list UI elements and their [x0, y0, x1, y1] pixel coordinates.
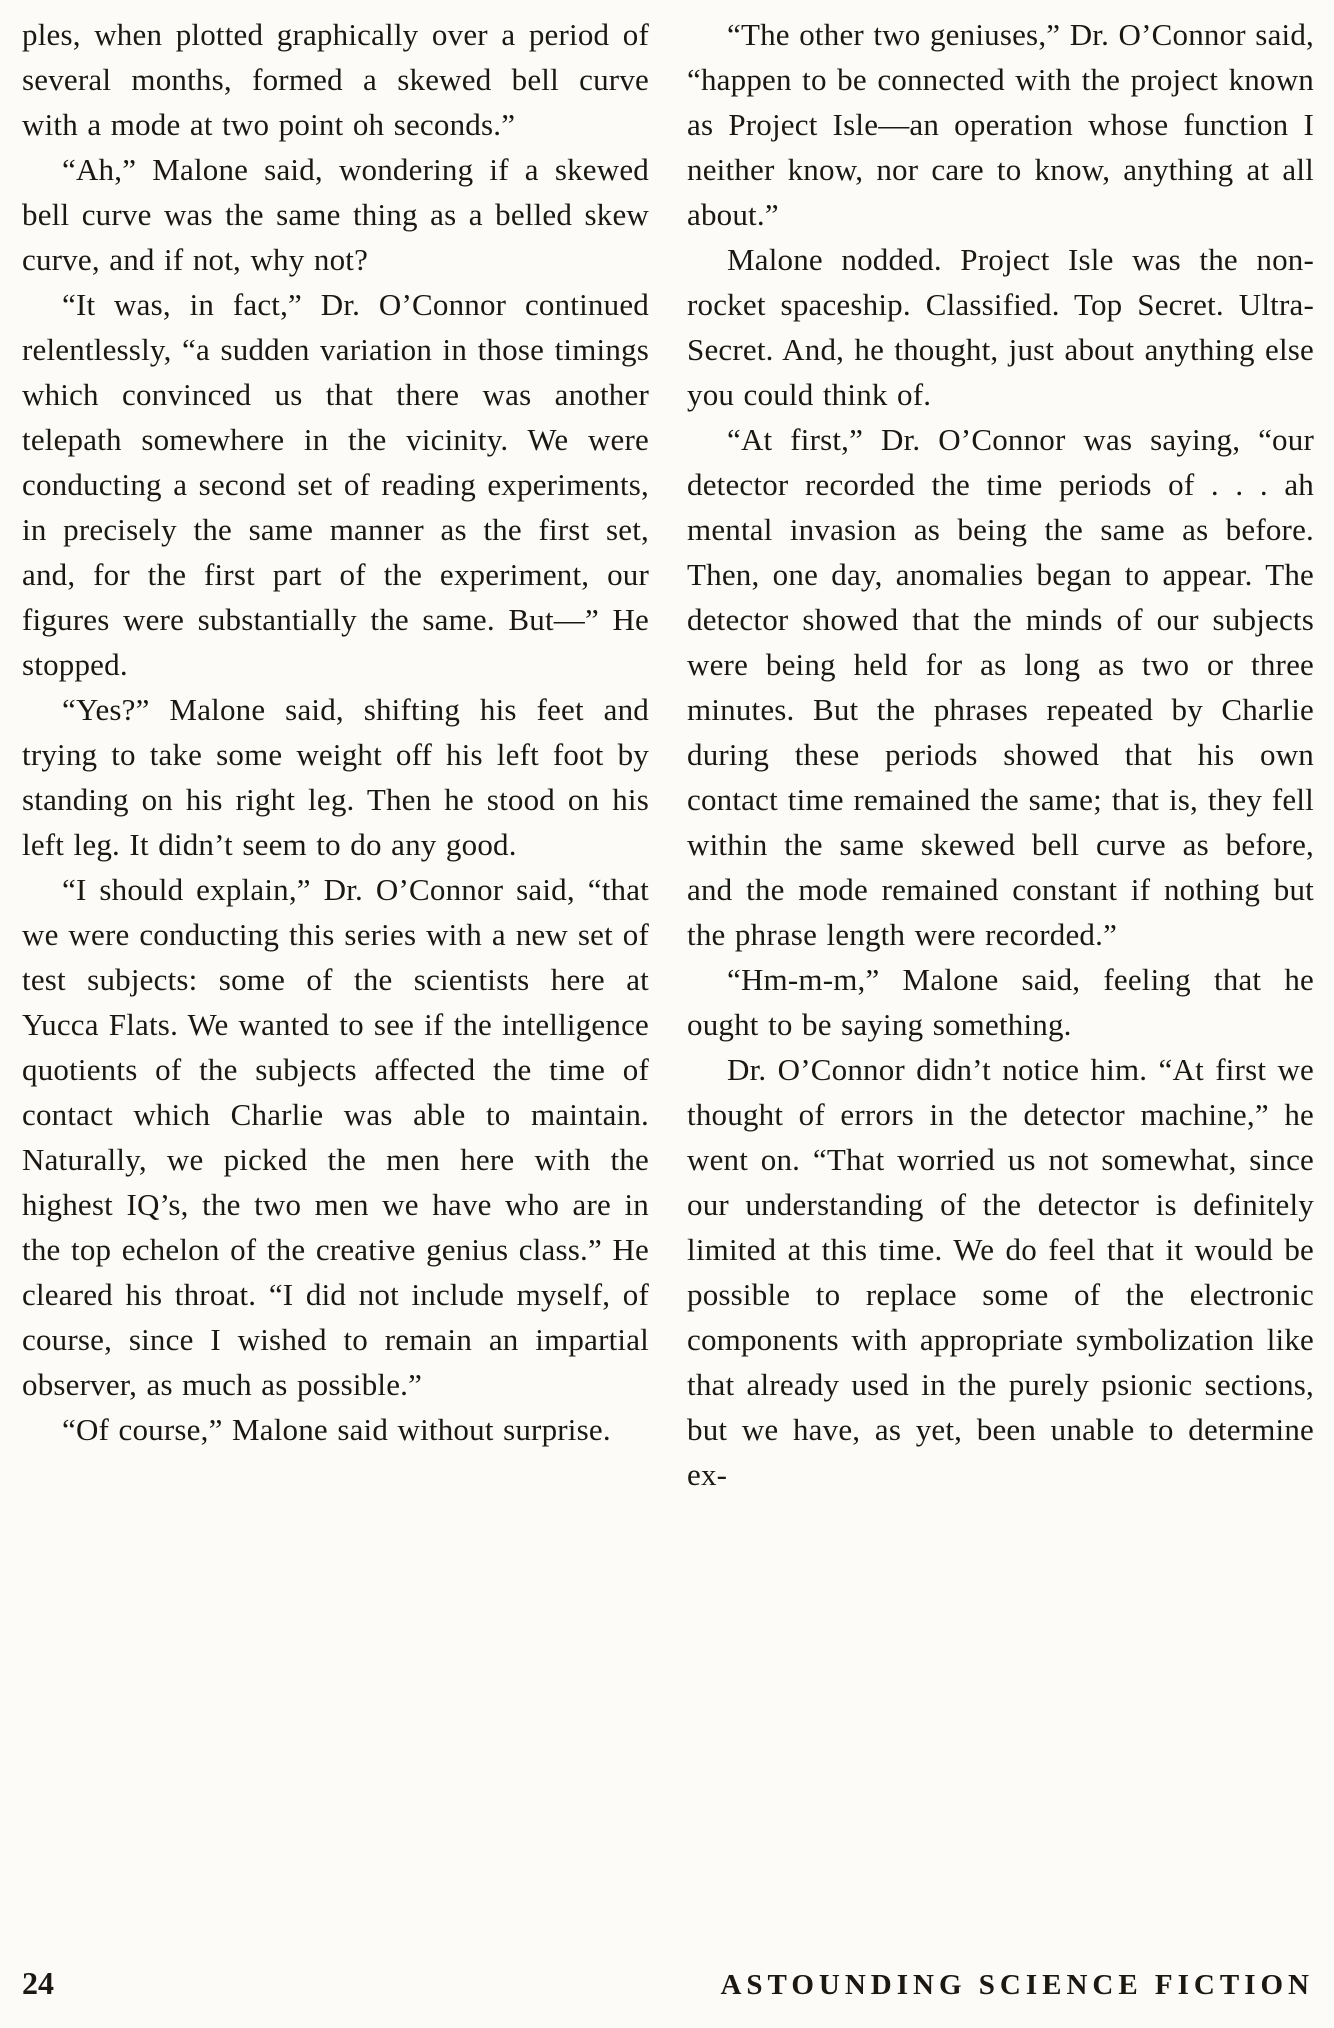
paragraph: “The other two geniuses,” Dr. O’Connor said, “happen to be connected with the project known as Project Isle—an operation whose function I neither know, nor care to know, anything at all about.”	[687, 17, 1314, 232]
paragraph: “It was, in fact,” Dr. O’Connor continued relentlessly, “a sudden variation in those timings which convinced us that there was another telepath somewhere in the vicinity. We were conducting a second set of reading experiments, in precisely the same manner as the first set, and, for the first part of the experiment, our figures were substantially the same. But—” He stopped.	[22, 287, 649, 682]
page-footer	[22, 1965, 1314, 2002]
right-text-column	[687, 12, 1314, 1497]
paragraph: Malone nodded. Project Isle was the non-rocket spaceship. Classified. Top Secret. Ultra-Secret. And, he thought, just about anything else you could think of.	[687, 242, 1314, 412]
paragraph: “Ah,” Malone said, wondering if a skewed bell curve was the same thing as a belled skew curve, and if not, why not?	[22, 152, 649, 277]
page-number: 24	[22, 1965, 54, 2001]
running-title: ASTOUNDING SCIENCE FICTION	[720, 1969, 1314, 2001]
text-columns	[22, 12, 1314, 1497]
paragraph: Dr. O’Connor didn’t notice him. “At first we thought of errors in the detector machine,” he went on. “That worried us not somewhat, since our understanding of the detector is definitely limited at this time. We do feel that it would be possible to replace some of the electronic components with appropriate symbolization like that already used in the purely psionic sections, but we have, as yet, been unable to determine ex-	[687, 1052, 1314, 1492]
paragraph: “I should explain,” Dr. O’Connor said, “that we were conducting this series with a new set of test subjects: some of the scientists here at Yucca Flats. We wanted to see if the intelligence quotients of the subjects affected the time of contact which Charlie was able to maintain. Naturally, we picked the men here with the highest IQ’s, the two men we have who are in the top echelon of the creative genius class.” He cleared his throat. “I did not include myself, of course, since I wished to remain an impartial observer, as much as possible.”	[22, 872, 649, 1402]
paragraph: “Of course,” Malone said without surprise.	[62, 1412, 611, 1447]
paragraph: “At first,” Dr. O’Connor was saying, “our detector recorded the time periods of . . . ah mental invasion as being the same as before. Then, one day, anomalies began to appear. The detector showed that the minds of our subjects were being held for as long as two or three minutes. But the phrases repeated by Charlie during these periods showed that his own contact time remained the same; that is, they fell within the same skewed bell curve as before, and the mode remained constant if nothing but the phrase length were recorded.”	[687, 422, 1314, 952]
paragraph: ples, when plotted graphically over a period of several months, formed a skewed bell curve with a mode at two point oh seconds.”	[22, 17, 649, 142]
paragraph: “Hm-m-m,” Malone said, feeling that he ought to be saying something.	[687, 962, 1314, 1042]
paragraph: “Yes?” Malone said, shifting his feet and trying to take some weight off his left foot by standing on his right leg. Then he stood on his left leg. It didn’t seem to do any good.	[22, 692, 649, 862]
left-text-column	[22, 12, 649, 1497]
